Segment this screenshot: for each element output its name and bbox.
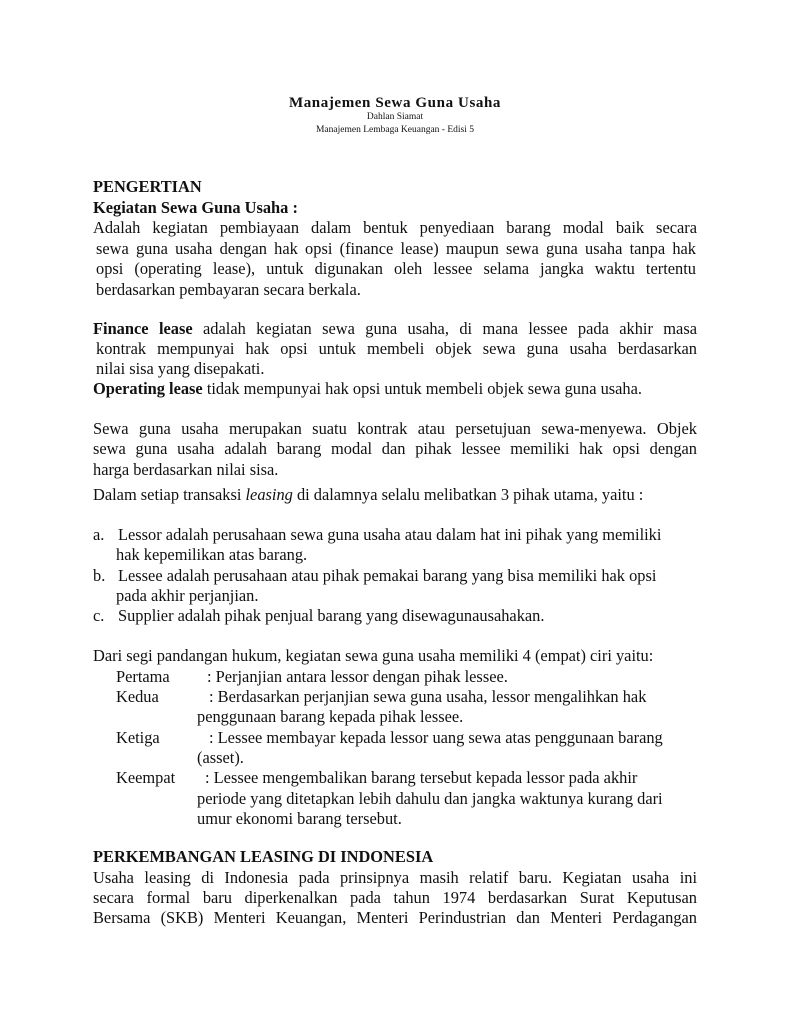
party-line: hak kepemilikan atas barang. (116, 545, 308, 564)
ciri-line: penggunaan barang kepada pihak lessee. (197, 707, 464, 726)
ciri-line: : Lessee membayar kepada lessor uang sewa atas penggunaan barang (209, 728, 663, 747)
operating-lease-term: Operating lease (93, 379, 203, 398)
subheading-rest: Sewa Guna Usaha : (156, 198, 298, 217)
definition-line: Adalah kegiatan pembiayaan dalam bentuk penyediaan barang modal baik secara (93, 218, 697, 237)
operating-lease-text: tidak mempunyai hak opsi untuk membeli objek sewa guna usaha. (202, 379, 642, 398)
subheading-bold: Kegiatan (93, 198, 157, 217)
finance-lease-line: nilai sisa yang disepakati. (96, 359, 265, 378)
sewa-paragraph-line: sewa guna usaha adalah barang modal dan pihak lessee memiliki hak opsi dengan (93, 439, 697, 458)
perkembangan-line: secara formal baru diperkenalkan pada tahun 1974 berdasarkan Surat Keputusan (93, 888, 697, 907)
perkembangan-line: Usaha leasing di Indonesia pada prinsipnya masih relatif baru. Kegiatan usaha ini (93, 868, 697, 887)
party-line: Lessor adalah perusahaan sewa guna usaha atau dalam hat ini pihak yang memiliki (118, 525, 662, 544)
finance-lease-line: kontrak mempunyai hak opsi untuk membeli objek sewa guna usaha berdasarkan (96, 339, 697, 358)
ciri-label: Kedua (116, 687, 159, 706)
ciri-line: umur ekonomi barang tersebut. (197, 809, 402, 828)
definition-line: berdasarkan pembayaran secara berkala. (96, 280, 361, 299)
definition-line: opsi (operating lease), untuk digunakan oleh lessee selama jangka waktu tertentu (96, 259, 696, 278)
ciri-line: (asset). (197, 748, 244, 767)
ciri-line: : Lessee mengembalikan barang tersebut kepada lessor pada akhir (205, 768, 638, 787)
finance-lease-paragraph-line (93, 319, 697, 339)
party-line: Lessee adalah perusahaan atau pihak pemakai barang yang bisa memiliki hak opsi (118, 566, 657, 585)
section-heading-perkembangan: PERKEMBANGAN LEASING DI INDONESIA (93, 847, 434, 866)
dalam-line (93, 485, 643, 505)
dalam-text: di dalamnya selalu melibatkan 3 pihak utama, yaitu : (292, 485, 644, 504)
leasing-italic: leasing (245, 485, 293, 504)
sewa-paragraph-line: harga berdasarkan nilai sisa. (93, 460, 279, 479)
ciri-line: : Berdasarkan perjanjian sewa guna usaha, lessor mengalihkan hak (209, 687, 647, 706)
subheading (93, 198, 298, 218)
ciri-label: Keempat (116, 768, 176, 787)
ciri-label: Ketiga (116, 728, 160, 747)
party-line: Supplier adalah pihak penjual barang yang disewagunausahakan. (118, 606, 545, 625)
dalam-text: Dalam setiap transaksi (93, 485, 246, 504)
sewa-paragraph-line: Sewa guna usaha merupakan suatu kontrak atau persetujuan sewa-menyewa. Objek (93, 419, 697, 438)
ciri-line: periode yang ditetapkan lebih dahulu dan jangka waktunya kurang dari (197, 789, 663, 808)
list-marker: b. (93, 566, 106, 585)
party-line: pada akhir perjanjian. (116, 586, 259, 605)
perkembangan-line: Bersama (SKB) Menteri Keuangan, Menteri Perindustrian dan Menteri Perdagangan (93, 908, 697, 927)
ciri-line: : Perjanjian antara lessor dengan pihak lessee. (207, 667, 508, 686)
document-author: Dahlan Siamat (366, 112, 424, 122)
section-heading-pengertian: PENGERTIAN (93, 177, 202, 196)
document-source: Manajemen Lembaga Keuangan - Edisi 5 (315, 125, 474, 135)
operating-lease-line (93, 379, 642, 399)
list-marker: c. (93, 606, 105, 625)
document-title: Manajemen Sewa Guna Usaha (288, 95, 502, 111)
ciri-intro: Dari segi pandangan hukum, kegiatan sewa guna usaha memiliki 4 (empat) ciri yaitu: (93, 646, 654, 665)
finance-lease-text: adalah kegiatan sewa guna usaha, di mana lessee pada akhir masa (192, 319, 697, 338)
definition-line: sewa guna usaha dengan hak opsi (finance lease) maupun sewa guna usaha tanpa hak (96, 239, 696, 258)
list-marker: a. (93, 525, 105, 544)
ciri-label: Pertama (116, 667, 170, 686)
finance-lease-term: Finance lease (93, 319, 193, 338)
